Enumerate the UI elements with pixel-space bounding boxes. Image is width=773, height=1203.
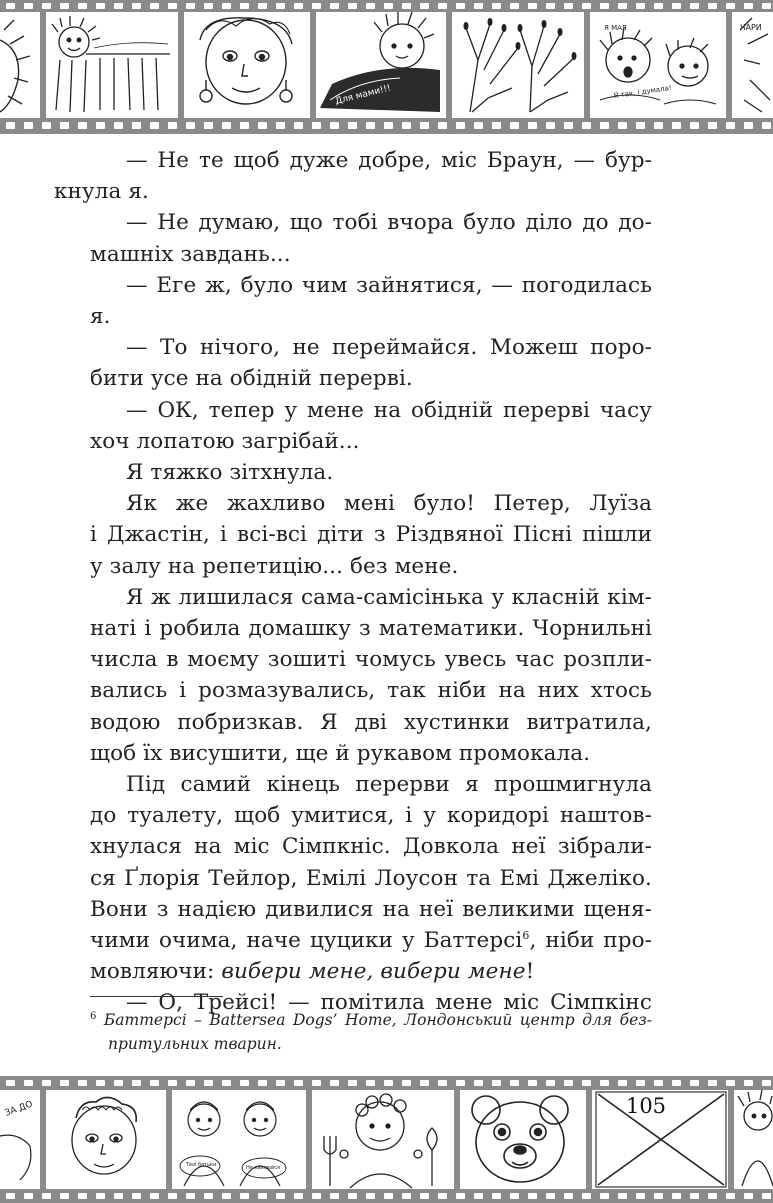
- text-line: — О, Трейсі! — помітила мене міс Сімпкінс: [126, 990, 652, 1016]
- speech-text-3: Твої батьки: [186, 1162, 217, 1168]
- text-fragment: чими очима, наче цуцики у Баттерсі: [90, 928, 523, 954]
- text-line: до туалету, щоб умитися, і у коридорі наштов-: [90, 803, 652, 829]
- text-line: Я ж лишилася сама-самісінька у класній кім-: [126, 584, 652, 610]
- speech-text-2: Я так, і думала!: [613, 83, 673, 100]
- text-line: [54, 956, 652, 987]
- text-line: — Не думаю, що тобі вчора було діло до до-: [126, 210, 652, 236]
- paragraph-dialogue-5: [90, 395, 652, 457]
- paragraph-awful: [90, 488, 652, 582]
- text-line: — То нічого, не переймайся. Можеш поро-: [126, 335, 652, 361]
- text-line: — ОК, тепер у мене на обідній перерві часу: [126, 397, 652, 423]
- text-line: Як же жахливо мені було! Петер, Луїза: [126, 491, 652, 517]
- text-line: машніх завдань...: [90, 241, 291, 267]
- text-line: Під самий кінець перерви я прошмигнула: [126, 772, 652, 798]
- text-fragment: мовляючи:: [90, 959, 222, 985]
- text-line: Вони з надією дивилися на неї великими щеня-: [90, 896, 652, 922]
- sign-text: Для мами!!!: [334, 83, 392, 107]
- text-line: хнулася на міс Сімпкніс. Довкола неї зібрали-: [90, 834, 652, 860]
- text-fragment: !: [525, 959, 535, 985]
- footnote-divider: [90, 996, 223, 997]
- text-line: — Еге ж, було чим зайнятися, — погодилась я.: [90, 272, 652, 330]
- text-fragment: , ніби про-: [529, 928, 653, 954]
- top-film-strip: [0, 0, 773, 134]
- italic-phrase: вибери мене, вибери мене: [221, 959, 526, 985]
- text-line: [54, 925, 652, 956]
- text-line: бити усе на обідній перерві.: [90, 366, 413, 392]
- paragraph-corridor: [90, 769, 652, 987]
- text-line: і Джастін, і всі-всі діти з Різдвяної Пісні пішли: [90, 522, 652, 548]
- text-line: щоб їх висушити, ще й рукавом промокала.: [90, 740, 591, 766]
- paragraph-dialogue-4: [90, 332, 652, 394]
- paragraph-dialogue-2: [90, 207, 652, 269]
- footnote: [90, 1005, 652, 1056]
- chapter-text: [54, 145, 653, 1019]
- text-line: числа в моєму зошиті чомусь увесь час розпли-: [90, 647, 652, 673]
- text-line: хоч лопатою загрібай...: [90, 428, 360, 454]
- footnote-text: Баттерсі – Battersea Dogs’ Home, Лондонський центр для без-: [103, 1011, 652, 1030]
- partial-sign-text: ЗА ДО: [3, 1099, 35, 1119]
- paragraph-dialogue-3: [90, 270, 652, 332]
- text-line: вались і розмазувались, так ніби на них хтось: [90, 678, 652, 704]
- top-strip-illustration: [0, 0, 773, 134]
- text-line: кнула я.: [54, 179, 149, 205]
- speech-text-4: Не хвилюйся: [246, 1165, 280, 1171]
- text-line: ся Ґлорія Тейлор, Емілі Лоусон та Емі Джеліко.: [90, 865, 652, 891]
- speech-text-1: Я МАЯ: [604, 24, 627, 32]
- text-line: Я тяжко зітхнула.: [126, 460, 334, 486]
- footnote-reference[interactable]: 6: [522, 928, 530, 942]
- paragraph-sigh: [90, 457, 652, 488]
- text-line: водою побризкав. Я дві хустинки витратила,: [90, 709, 652, 735]
- text-line: наті і робила домашку з математики. Чорнильні: [90, 616, 652, 642]
- magic-text: ЧАРИ: [740, 23, 762, 32]
- footnote-marker: 6: [90, 1011, 97, 1022]
- paragraph-alone: [90, 582, 652, 769]
- footnote-line: притульних тварин.: [108, 1035, 282, 1054]
- page-number: 105: [625, 1094, 667, 1118]
- paragraph-dialogue-1: [54, 145, 652, 207]
- text-line: — Не те щоб дуже добре, міс Браун, — бур-: [126, 148, 652, 173]
- text-line: у залу на репетицію... без мене.: [90, 553, 459, 579]
- footnote-line: [90, 1005, 652, 1032]
